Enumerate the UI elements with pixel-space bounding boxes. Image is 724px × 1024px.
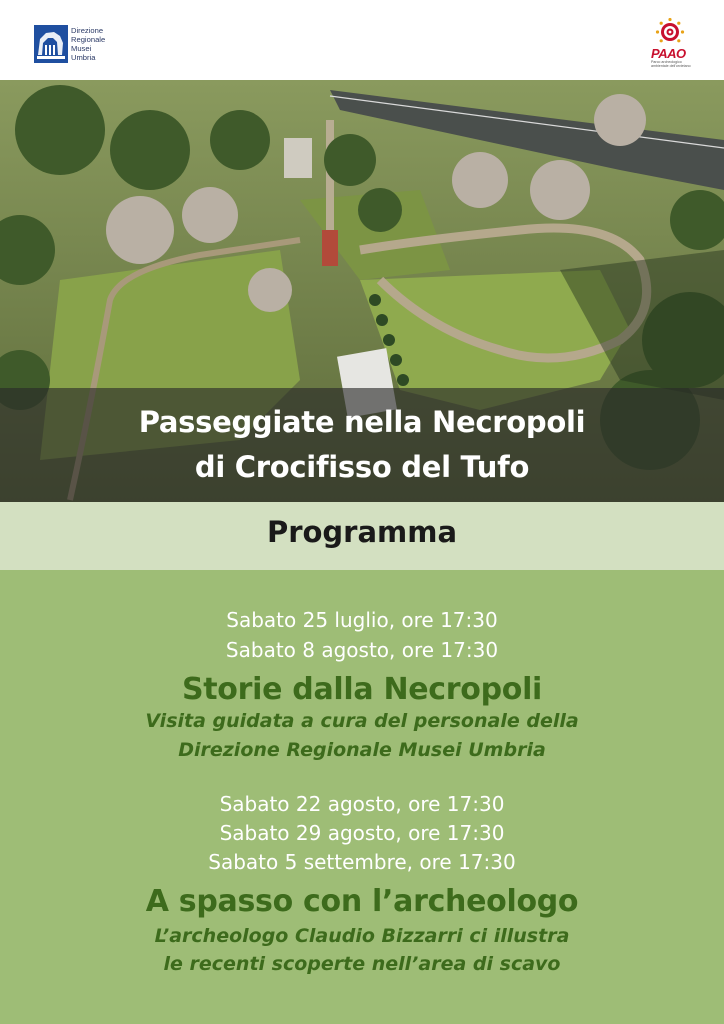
institution-line: Musei (71, 44, 92, 53)
institution-line: Direzione (71, 26, 104, 35)
partner-logo (648, 18, 692, 66)
header (0, 0, 724, 80)
page-title-line-2: di Crocifisso del Tufo (194, 450, 530, 484)
museum-building-icon (34, 25, 68, 63)
partner-wordmark: PAAO (651, 46, 686, 61)
event-date: Sabato 22 agosto, ore 17:30 (219, 792, 505, 816)
event-description: le recenti scoperte nell’area di scavo (163, 953, 561, 975)
institution-line: Umbria (71, 53, 96, 62)
event-title: Storie dalla Necropoli (181, 672, 543, 707)
partner-tagline: Parco archeologico ambientale dell'orvietano (651, 60, 691, 68)
institution-line: Regionale (71, 35, 106, 44)
institution-logo (34, 24, 105, 64)
event-date: Sabato 8 agosto, ore 17:30 (225, 638, 499, 662)
paao-target-logo-icon (648, 18, 692, 48)
event-description: Direzione Regionale Musei Umbria (178, 739, 546, 761)
event-title: A spasso con l’archeologo (145, 884, 579, 919)
event-date: Sabato 29 agosto, ore 17:30 (219, 821, 505, 845)
programma-heading: Programma (266, 515, 458, 549)
event-date: Sabato 25 luglio, ore 17:30 (226, 608, 498, 632)
page-title-line-1: Passeggiate nella Necropoli (138, 405, 586, 439)
event-date: Sabato 5 settembre, ore 17:30 (208, 850, 516, 874)
event-description: Visita guidata a cura del personale della (145, 710, 579, 732)
event-description: L’archeologo Claudio Bizzarri ci illustra (154, 925, 570, 947)
institution-name (71, 26, 105, 62)
